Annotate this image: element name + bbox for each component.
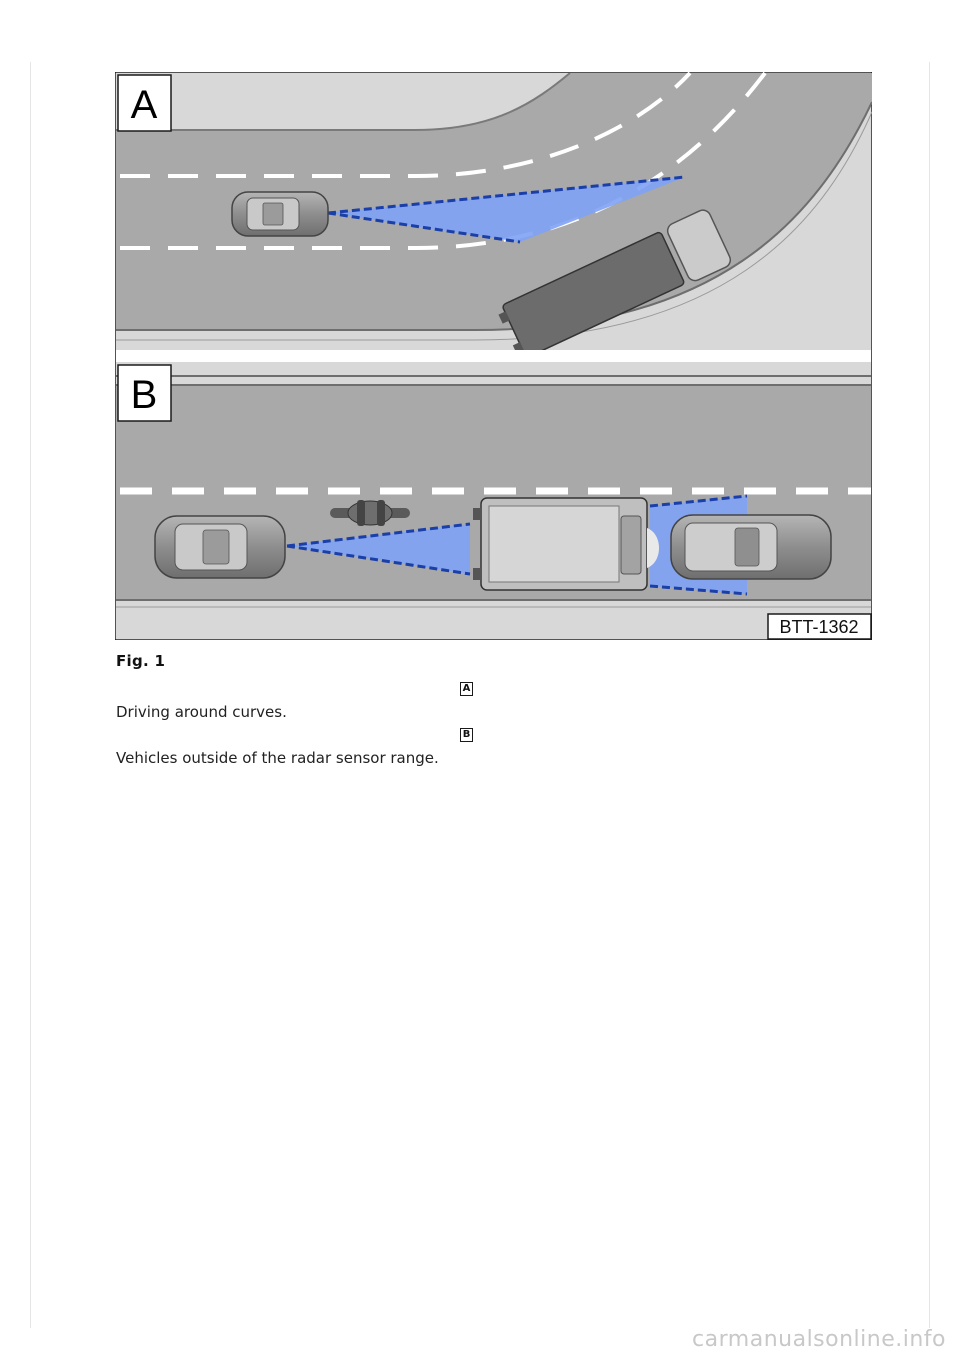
caption-marker-a: A [460, 682, 473, 696]
car-front-icon [671, 515, 831, 579]
figure-title: Fig. 1 [116, 652, 166, 670]
caption-marker-b: B [460, 728, 473, 742]
caption-text-a: Driving around curves. [116, 703, 287, 721]
car-rear-icon [155, 516, 285, 578]
watermark: carmanualsonline.info [692, 1327, 946, 1352]
page-margin-rule-left [30, 62, 31, 1328]
car-icon [232, 192, 328, 236]
caption-text-b: Vehicles outside of the radar sensor range. [116, 749, 439, 767]
panel-b-label: B [130, 373, 158, 417]
figure-code: BTT-1362 [779, 617, 859, 637]
truck-b-icon [473, 498, 659, 590]
panel-a [116, 73, 872, 363]
page-margin-rule-right [929, 62, 930, 1328]
figure-illustration [115, 72, 872, 640]
panel-a-label: A [130, 83, 158, 127]
panel-b [116, 362, 871, 639]
